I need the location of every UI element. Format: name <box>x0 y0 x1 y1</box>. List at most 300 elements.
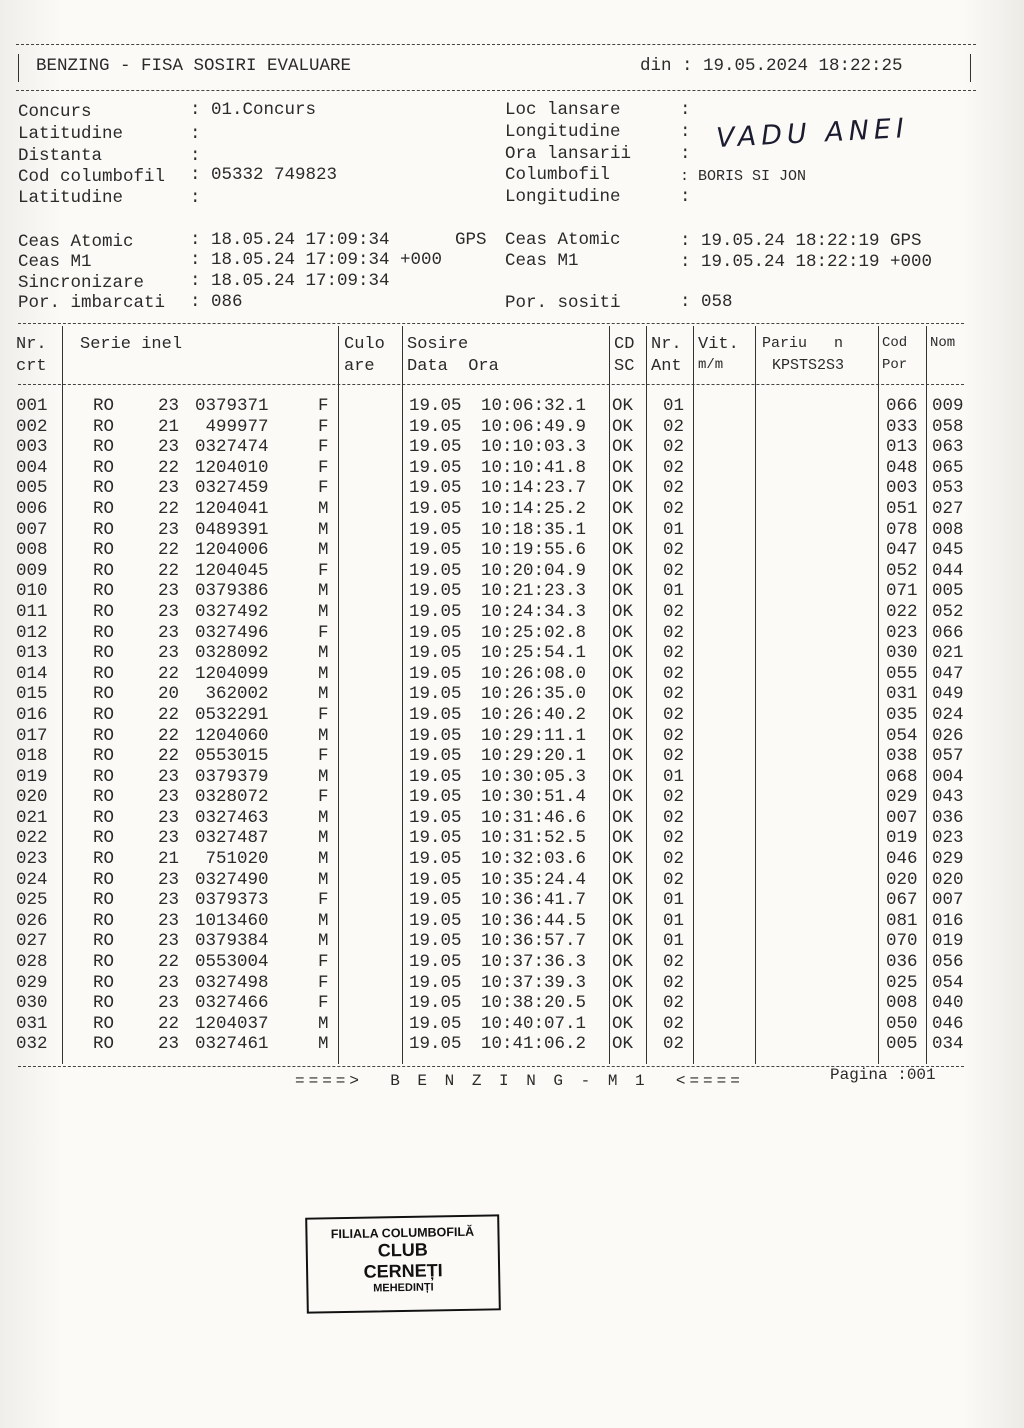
table-row <box>0 499 1024 520</box>
row-sex: M <box>318 1034 329 1055</box>
distanta-value: : <box>190 146 201 166</box>
table-row <box>0 808 1024 829</box>
row-arrival-date: 19.05 <box>409 849 462 870</box>
ceas-atomic2-label: Ceas Atomic <box>505 230 621 250</box>
row-antenna: 02 <box>663 704 685 725</box>
row-cod-por: 054 <box>886 725 918 746</box>
sincronizare-value: : 18.05.24 17:09:34 <box>190 271 390 291</box>
row-country: RO <box>93 1034 115 1055</box>
row-country: RO <box>93 787 115 808</box>
row-status: OK <box>612 478 634 499</box>
table-row <box>0 870 1024 891</box>
col-vit: Vit. <box>698 335 739 354</box>
row-status: OK <box>612 437 634 458</box>
row-ring-number: 0327466 <box>195 993 269 1014</box>
row-sex: F <box>318 704 329 725</box>
row-year: 22 <box>158 540 180 561</box>
row-cod-por: 071 <box>886 581 918 602</box>
row-sex: M <box>318 581 329 602</box>
row-sex: M <box>318 643 329 664</box>
row-arrival-date: 19.05 <box>409 890 462 911</box>
ceas-atomic-label: Ceas Atomic <box>18 232 134 252</box>
row-sex: F <box>318 952 329 973</box>
row-arrival-date: 19.05 <box>409 663 462 684</box>
row-year: 23 <box>158 437 180 458</box>
table-row <box>0 437 1024 458</box>
row-antenna: 01 <box>663 931 685 952</box>
concurs-label: Concurs <box>18 102 92 122</box>
row-number: 030 <box>16 993 48 1014</box>
row-status: OK <box>612 684 634 705</box>
row-ring-number: 0532291 <box>195 704 269 725</box>
row-ring-number: 0553015 <box>195 746 269 767</box>
row-status: OK <box>612 416 634 437</box>
row-country: RO <box>93 993 115 1014</box>
row-arrival-date: 19.05 <box>409 643 462 664</box>
row-arrival-date: 19.05 <box>409 581 462 602</box>
row-country: RO <box>93 581 115 602</box>
table-row <box>0 623 1024 644</box>
row-arrival-date: 19.05 <box>409 519 462 540</box>
row-ring-number: 1204041 <box>195 498 269 519</box>
row-status: OK <box>612 560 634 581</box>
col-cod: Cod <box>882 335 908 351</box>
row-number: 029 <box>16 972 48 993</box>
longitudine2-value: : <box>680 187 691 207</box>
row-sex: M <box>318 601 329 622</box>
row-year: 23 <box>158 643 180 664</box>
row-arrival-date: 19.05 <box>409 601 462 622</box>
row-nom: 049 <box>932 684 964 705</box>
table-row <box>0 767 1024 788</box>
row-status: OK <box>612 622 634 643</box>
row-status: OK <box>612 601 634 622</box>
row-nom: 058 <box>932 416 964 437</box>
table-row <box>0 581 1024 602</box>
row-arrival-time: 10:37:39.3 <box>481 972 587 993</box>
row-antenna: 02 <box>663 1013 685 1034</box>
row-status: OK <box>612 498 634 519</box>
row-status: OK <box>612 993 634 1014</box>
row-sex: F <box>318 560 329 581</box>
table-row <box>0 520 1024 541</box>
row-nom: 005 <box>932 581 964 602</box>
row-arrival-time: 10:29:11.1 <box>481 725 587 746</box>
arrivals-table-body <box>0 396 1024 1055</box>
row-antenna: 02 <box>663 869 685 890</box>
longitudine-label: Longitudine <box>505 122 621 142</box>
row-arrival-time: 10:10:41.8 <box>481 457 587 478</box>
row-cod-por: 036 <box>886 952 918 973</box>
row-sex: M <box>318 869 329 890</box>
row-arrival-date: 19.05 <box>409 766 462 787</box>
row-antenna: 01 <box>663 519 685 540</box>
row-country: RO <box>93 849 115 870</box>
row-ring-number: 1204060 <box>195 725 269 746</box>
row-nom: 053 <box>932 478 964 499</box>
row-number: 001 <box>16 396 48 416</box>
latitudine-value: : <box>190 124 201 144</box>
row-cod-por: 033 <box>886 416 918 437</box>
row-number: 017 <box>16 725 48 746</box>
row-status: OK <box>612 931 634 952</box>
row-year: 22 <box>158 725 180 746</box>
row-arrival-time: 10:19:55.6 <box>481 540 587 561</box>
table-row <box>0 993 1024 1014</box>
row-year: 22 <box>158 1013 180 1034</box>
row-nom: 057 <box>932 746 964 767</box>
row-nom: 054 <box>932 972 964 993</box>
row-status: OK <box>612 766 634 787</box>
row-antenna: 01 <box>663 910 685 931</box>
latitudine-label: Latitudine <box>18 124 124 144</box>
col-sosire: Sosire <box>407 335 469 354</box>
row-arrival-date: 19.05 <box>409 910 462 931</box>
club-stamp <box>305 1214 501 1313</box>
row-arrival-time: 10:36:57.7 <box>481 931 587 952</box>
row-arrival-date: 19.05 <box>409 560 462 581</box>
row-year: 23 <box>158 766 180 787</box>
row-antenna: 02 <box>663 457 685 478</box>
row-year: 23 <box>158 1034 180 1055</box>
ora-lansarii-label: Ora lansarii <box>505 144 632 164</box>
row-number: 013 <box>16 643 48 664</box>
row-antenna: 02 <box>663 807 685 828</box>
col-pariu: Pariu n <box>762 335 844 352</box>
row-year: 23 <box>158 581 180 602</box>
row-number: 019 <box>16 766 48 787</box>
row-status: OK <box>612 396 634 416</box>
row-arrival-date: 19.05 <box>409 746 462 767</box>
row-antenna: 02 <box>663 560 685 581</box>
table-row <box>0 561 1024 582</box>
row-cod-por: 008 <box>886 993 918 1014</box>
row-nom: 024 <box>932 704 964 725</box>
row-arrival-time: 10:06:49.9 <box>481 416 587 437</box>
row-arrival-time: 10:40:07.1 <box>481 1013 587 1034</box>
table-row <box>0 602 1024 623</box>
row-sex: M <box>318 766 329 787</box>
row-arrival-date: 19.05 <box>409 828 462 849</box>
row-sex: M <box>318 684 329 705</box>
ceas-atomic2-value: : 19.05.24 18:22:19 GPS <box>680 231 922 251</box>
row-year: 23 <box>158 787 180 808</box>
row-antenna: 02 <box>663 849 685 870</box>
row-arrival-time: 10:31:46.6 <box>481 807 587 828</box>
row-cod-por: 013 <box>886 437 918 458</box>
handwritten-location: VADU ANEI <box>715 112 910 155</box>
row-sex: F <box>318 457 329 478</box>
table-row <box>0 973 1024 994</box>
row-number: 007 <box>16 519 48 540</box>
row-ring-number: 0553004 <box>195 952 269 973</box>
row-arrival-time: 10:24:34.3 <box>481 601 587 622</box>
table-header-bottom-border <box>18 384 964 385</box>
row-arrival-time: 10:25:02.8 <box>481 622 587 643</box>
row-number: 031 <box>16 1013 48 1034</box>
row-nom: 063 <box>932 437 964 458</box>
row-year: 22 <box>158 746 180 767</box>
row-status: OK <box>612 869 634 890</box>
row-nom: 052 <box>932 601 964 622</box>
row-ring-number: 1204010 <box>195 457 269 478</box>
col-are: are <box>344 357 375 376</box>
col-por: Por <box>882 357 908 373</box>
row-ring-number: 0327461 <box>195 1034 269 1055</box>
row-cod-por: 078 <box>886 519 918 540</box>
imbarcati-label: Por. imbarcati <box>18 293 166 313</box>
row-arrival-date: 19.05 <box>409 787 462 808</box>
row-country: RO <box>93 519 115 540</box>
table-row <box>0 911 1024 932</box>
table-row <box>0 828 1024 849</box>
row-antenna: 02 <box>663 684 685 705</box>
row-cod-por: 020 <box>886 869 918 890</box>
row-arrival-date: 19.05 <box>409 437 462 458</box>
row-cod-por: 003 <box>886 478 918 499</box>
row-arrival-date: 19.05 <box>409 725 462 746</box>
row-arrival-date: 19.05 <box>409 478 462 499</box>
row-country: RO <box>93 437 115 458</box>
report-title: BENZING - FISA SOSIRI EVALUARE <box>36 56 352 76</box>
row-ring-number: 0327474 <box>195 437 269 458</box>
row-arrival-date: 19.05 <box>409 807 462 828</box>
ceas-m12-label: Ceas M1 <box>505 251 579 271</box>
row-nom: 029 <box>932 849 964 870</box>
row-status: OK <box>612 890 634 911</box>
row-year: 20 <box>158 684 180 705</box>
row-arrival-time: 10:30:51.4 <box>481 787 587 808</box>
row-antenna: 02 <box>663 622 685 643</box>
row-arrival-time: 10:29:20.1 <box>481 746 587 767</box>
row-ring-number: 0328072 <box>195 787 269 808</box>
row-year: 23 <box>158 931 180 952</box>
row-number: 010 <box>16 581 48 602</box>
row-country: RO <box>93 560 115 581</box>
col-nom: Nom <box>930 335 956 351</box>
row-sex: F <box>318 972 329 993</box>
row-antenna: 02 <box>663 1034 685 1055</box>
row-cod-por: 029 <box>886 787 918 808</box>
table-row <box>0 746 1024 767</box>
row-nom: 020 <box>932 869 964 890</box>
row-country: RO <box>93 766 115 787</box>
row-sex: M <box>318 663 329 684</box>
row-country: RO <box>93 704 115 725</box>
row-number: 016 <box>16 704 48 725</box>
row-cod-por: 023 <box>886 622 918 643</box>
row-cod-por: 035 <box>886 704 918 725</box>
row-nom: 008 <box>932 519 964 540</box>
row-nom: 021 <box>932 643 964 664</box>
row-number: 006 <box>16 498 48 519</box>
table-row <box>0 540 1024 561</box>
row-status: OK <box>612 1013 634 1034</box>
latitudine2-label: Latitudine <box>18 188 124 208</box>
row-arrival-time: 10:37:36.3 <box>481 952 587 973</box>
row-sex: M <box>318 910 329 931</box>
row-ring-number: 1204037 <box>195 1013 269 1034</box>
row-ring-number: 0327498 <box>195 972 269 993</box>
row-sex: F <box>318 993 329 1014</box>
table-top-border <box>18 323 964 324</box>
ceas-m1-value: : 18.05.24 17:09:34 +000 <box>190 250 443 270</box>
row-number: 018 <box>16 746 48 767</box>
row-antenna: 02 <box>663 663 685 684</box>
longitudine2-label: Longitudine <box>505 187 621 207</box>
row-arrival-time: 10:35:24.4 <box>481 869 587 890</box>
col-serie-inel: Serie inel <box>80 335 183 354</box>
row-year: 23 <box>158 601 180 622</box>
row-country: RO <box>93 622 115 643</box>
row-antenna: 02 <box>663 993 685 1014</box>
row-year: 22 <box>158 704 180 725</box>
row-cod-por: 007 <box>886 807 918 828</box>
row-cod-por: 005 <box>886 1034 918 1055</box>
row-arrival-date: 19.05 <box>409 869 462 890</box>
table-row <box>0 1014 1024 1035</box>
table-row <box>0 890 1024 911</box>
row-status: OK <box>612 910 634 931</box>
row-antenna: 02 <box>663 828 685 849</box>
longitudine-value: : <box>680 122 691 142</box>
row-ring-number: 0379373 <box>195 890 269 911</box>
row-number: 003 <box>16 437 48 458</box>
row-ring-number: 362002 <box>195 684 269 705</box>
columbofil-label: Columbofil <box>505 165 611 185</box>
row-antenna: 02 <box>663 952 685 973</box>
col-sc: SC <box>614 357 635 376</box>
row-status: OK <box>612 540 634 561</box>
row-number: 014 <box>16 663 48 684</box>
col-data-ora: Data Ora <box>407 357 499 376</box>
row-nom: 007 <box>932 890 964 911</box>
row-sex: F <box>318 478 329 499</box>
row-year: 23 <box>158 869 180 890</box>
row-sex: M <box>318 540 329 561</box>
row-nom: 065 <box>932 457 964 478</box>
row-number: 011 <box>16 601 48 622</box>
row-nom: 009 <box>932 396 964 416</box>
row-sex: M <box>318 519 329 540</box>
row-nom: 019 <box>932 931 964 952</box>
row-antenna: 01 <box>663 396 685 416</box>
row-antenna: 02 <box>663 601 685 622</box>
row-ring-number: 0327492 <box>195 601 269 622</box>
row-cod-por: 068 <box>886 766 918 787</box>
row-country: RO <box>93 931 115 952</box>
row-status: OK <box>612 807 634 828</box>
row-year: 23 <box>158 890 180 911</box>
row-status: OK <box>612 643 634 664</box>
row-ring-number: 499977 <box>195 416 269 437</box>
loc-lansare-label: Loc lansare <box>505 100 621 120</box>
row-arrival-time: 10:21:23.3 <box>481 581 587 602</box>
row-arrival-time: 10:30:05.3 <box>481 766 587 787</box>
row-ring-number: 1204006 <box>195 540 269 561</box>
row-status: OK <box>612 746 634 767</box>
row-sex: M <box>318 498 329 519</box>
row-country: RO <box>93 869 115 890</box>
table-row <box>0 952 1024 973</box>
sositi-label: Por. sositi <box>505 293 621 313</box>
row-nom: 043 <box>932 787 964 808</box>
row-country: RO <box>93 725 115 746</box>
row-country: RO <box>93 396 115 416</box>
columbofil-value: : BORIS SI JON <box>680 168 807 185</box>
row-year: 23 <box>158 972 180 993</box>
row-year: 22 <box>158 663 180 684</box>
top-border <box>16 44 976 45</box>
row-status: OK <box>612 581 634 602</box>
row-antenna: 02 <box>663 416 685 437</box>
row-cod-por: 081 <box>886 910 918 931</box>
row-cod-por: 019 <box>886 828 918 849</box>
row-sex: F <box>318 416 329 437</box>
row-arrival-time: 10:25:54.1 <box>481 643 587 664</box>
row-antenna: 02 <box>663 540 685 561</box>
latitudine2-value: : <box>190 188 201 208</box>
row-cod-por: 055 <box>886 663 918 684</box>
row-arrival-time: 10:18:35.1 <box>481 519 587 540</box>
distanta-label: Distanta <box>18 146 103 166</box>
row-cod-por: 067 <box>886 890 918 911</box>
row-arrival-date: 19.05 <box>409 622 462 643</box>
row-arrival-time: 10:26:40.2 <box>481 704 587 725</box>
ora-lansarii-value: : <box>680 144 691 164</box>
header-bottom-border <box>16 90 976 91</box>
row-sex: F <box>318 890 329 911</box>
row-nom: 026 <box>932 725 964 746</box>
row-number: 015 <box>16 684 48 705</box>
table-row <box>0 396 1024 417</box>
row-number: 028 <box>16 952 48 973</box>
row-ring-number: 0379371 <box>195 396 269 416</box>
report-date: din : 19.05.2024 18:22:25 <box>640 56 903 76</box>
row-antenna: 02 <box>663 437 685 458</box>
col-cd: CD <box>614 335 635 354</box>
row-sex: F <box>318 787 329 808</box>
row-antenna: 02 <box>663 787 685 808</box>
row-number: 005 <box>16 478 48 499</box>
row-country: RO <box>93 952 115 973</box>
row-arrival-time: 10:10:03.3 <box>481 437 587 458</box>
row-year: 22 <box>158 560 180 581</box>
header-left-border <box>18 54 19 82</box>
row-sex: M <box>318 849 329 870</box>
row-arrival-date: 19.05 <box>409 931 462 952</box>
row-sex: M <box>318 807 329 828</box>
row-year: 23 <box>158 828 180 849</box>
row-country: RO <box>93 643 115 664</box>
cod-columbofil-value: : 05332 749823 <box>190 165 338 185</box>
row-sex: M <box>318 725 329 746</box>
row-antenna: 02 <box>663 478 685 499</box>
row-arrival-time: 10:26:35.0 <box>481 684 587 705</box>
row-number: 025 <box>16 890 48 911</box>
ceas-m1-label: Ceas M1 <box>18 252 92 272</box>
row-country: RO <box>93 601 115 622</box>
row-cod-por: 025 <box>886 972 918 993</box>
row-year: 22 <box>158 457 180 478</box>
row-ring-number: 0379379 <box>195 766 269 787</box>
row-number: 032 <box>16 1034 48 1055</box>
row-arrival-time: 10:41:06.2 <box>481 1034 587 1055</box>
row-arrival-time: 10:06:32.1 <box>481 396 587 416</box>
row-year: 22 <box>158 498 180 519</box>
row-number: 023 <box>16 849 48 870</box>
row-nom: 046 <box>932 1013 964 1034</box>
